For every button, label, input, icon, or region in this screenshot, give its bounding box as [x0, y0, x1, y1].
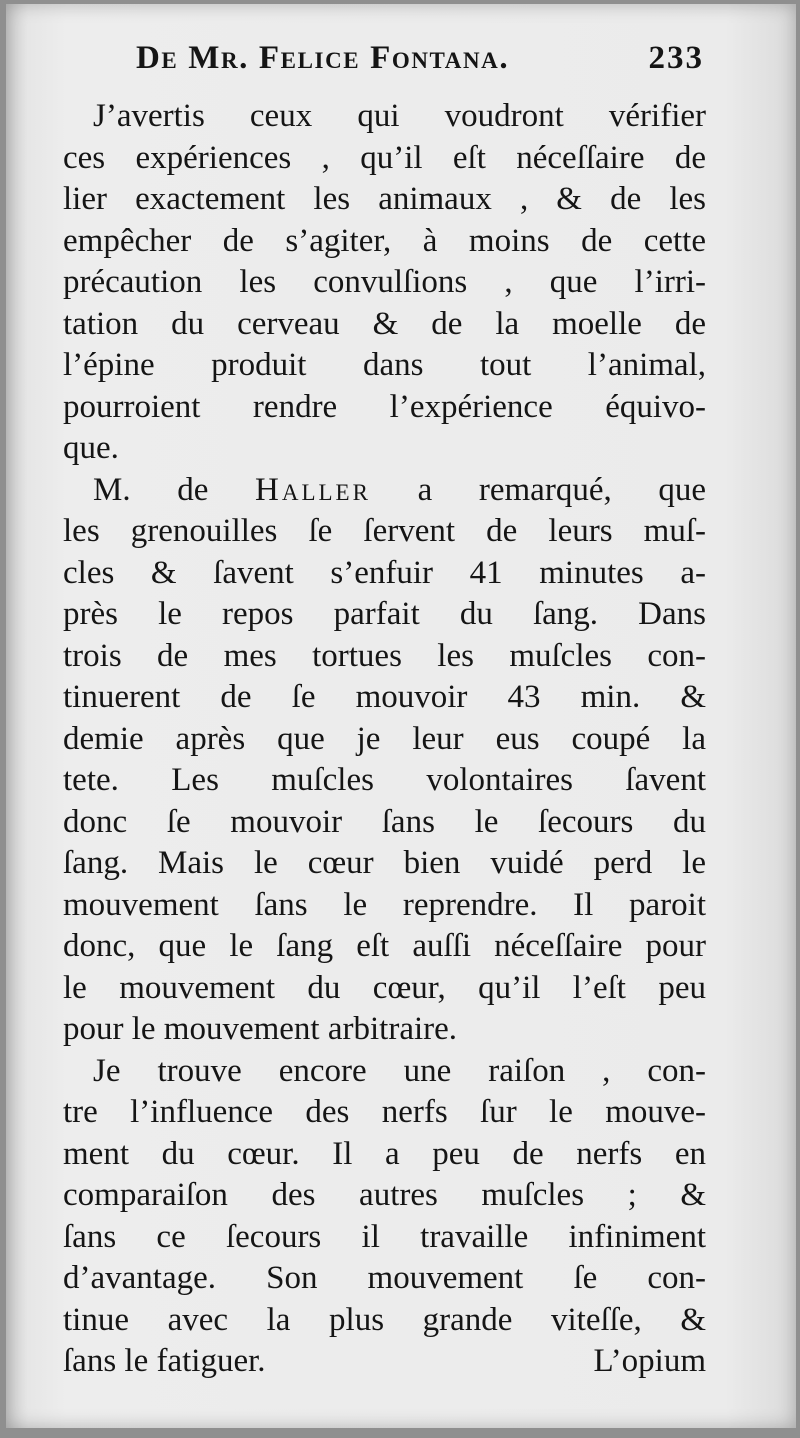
- text-line: empêcher de s’agiter, à moins de cette: [63, 222, 706, 259]
- running-header: [136, 40, 704, 82]
- text-line: [63, 1341, 706, 1383]
- text-line: ſang. Mais le cœur bien vuidé perd le: [63, 845, 706, 881]
- text-line: mouvement ſans le reprendre. Il paroit: [63, 886, 706, 923]
- text-line: donc ſe mouvoir ſans le ſecours du: [63, 803, 706, 840]
- text-line: ſans ce ſecours il travaille infiniment: [63, 1218, 706, 1255]
- text-line: donc, que le ſang eſt auſſi néceſſaire pour: [63, 928, 706, 964]
- text-line: tinue avec la plus grande viteſſe, &: [63, 1301, 706, 1338]
- running-title: De Mr. Felice Fontana.: [136, 40, 510, 76]
- text-line: lier exactement les animaux , & de les: [63, 181, 706, 217]
- text-line: tre l’influence des nerfs ſur le mouve-: [63, 1094, 706, 1130]
- text-line: demie après que je leur eus coupé la: [63, 720, 706, 757]
- text-line: tinuerent de ſe mouvoir 43 min. &: [63, 679, 706, 715]
- text-line: trois de mes tortues les muſcles con-: [63, 637, 706, 674]
- text-line: précaution les convulſions , que l’irri-: [63, 264, 706, 300]
- text-line: près le repos parfait du ſang. Dans: [63, 596, 706, 632]
- text-line: [63, 470, 706, 512]
- author-name-smallcaps: Haller: [255, 471, 371, 508]
- text-line: pourroient rendre l’expérience équivo-: [63, 388, 706, 425]
- text-line: J’avertis ceux qui voudront vérifier: [93, 98, 706, 134]
- text-fragment: M. de: [93, 471, 209, 508]
- text-line: tation du cerveau & de la moelle de: [63, 305, 706, 342]
- body-text: [63, 96, 706, 1383]
- text-line: ment du cœur. Il a peu de nerfs en: [63, 1135, 706, 1172]
- text-fragment: a remarqué, que: [417, 471, 706, 508]
- catchword: L’opium: [593, 1343, 706, 1379]
- text-line: cles & ſavent s’enfuir 41 minutes a-: [63, 554, 706, 591]
- text-line: pour le mouvement arbitraire.: [63, 1011, 458, 1047]
- text-line: l’épine produit dans tout l’animal,: [63, 347, 706, 383]
- text-fragment: ſans le fatiguer.: [63, 1343, 266, 1379]
- text-line: ces expériences , qu’il eſt néceſſaire de: [63, 139, 706, 176]
- text-line: d’avantage. Son mouvement ſe con-: [63, 1260, 706, 1296]
- text-line: Je trouve encore une raiſon , con-: [93, 1052, 706, 1089]
- book-page: [6, 4, 796, 1428]
- text-line: les grenouilles ſe ſervent de leurs muſ-: [63, 513, 706, 549]
- text-line: le mouvement du cœur, qu’il l’eſt peu: [63, 969, 706, 1006]
- text-line: que.: [63, 430, 119, 466]
- text-line: comparaiſon des autres muſcles ; &: [63, 1177, 706, 1213]
- page-number: 233: [648, 40, 704, 76]
- text-line: tete. Les muſcles volontaires ſavent: [63, 762, 706, 798]
